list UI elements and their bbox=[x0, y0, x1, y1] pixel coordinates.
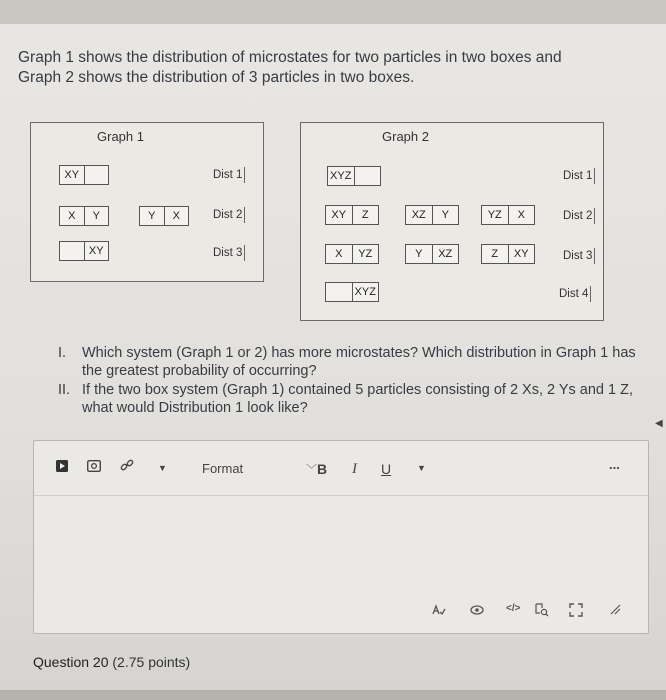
g1-d1-box bbox=[59, 165, 109, 185]
underline-button[interactable]: U bbox=[381, 461, 392, 477]
question-points: (2.75 points) bbox=[112, 654, 191, 670]
graph-2-title: Graph 2 bbox=[382, 129, 429, 144]
question-number: I. bbox=[58, 345, 67, 361]
g2-d2-b-right: Y bbox=[441, 209, 449, 221]
g2-d3-c-left: Z bbox=[482, 245, 509, 263]
italic-button[interactable]: I bbox=[352, 461, 357, 477]
resize-handle-icon[interactable] bbox=[609, 603, 621, 618]
g1-d2-box-b bbox=[139, 206, 189, 226]
g2-d3-box-c bbox=[481, 244, 535, 264]
question-item bbox=[58, 344, 648, 380]
g2-d4-box bbox=[325, 282, 379, 302]
insert-media-icon[interactable] bbox=[56, 460, 68, 475]
g2-d2-c-right: X bbox=[517, 209, 525, 221]
g1-d3-box-right: XY bbox=[88, 245, 104, 257]
intro-text bbox=[18, 48, 648, 88]
g1-dist-3: Dist 3 bbox=[213, 245, 245, 261]
g2-d2-b-left: XZ bbox=[406, 206, 433, 224]
g2-d4-box-left bbox=[326, 283, 353, 301]
find-replace-icon[interactable] bbox=[535, 603, 549, 620]
question-footer bbox=[33, 654, 190, 670]
more-options-icon[interactable]: ... bbox=[609, 457, 620, 472]
question-list bbox=[58, 344, 648, 418]
g1-d2-b-right: X bbox=[172, 210, 180, 222]
format-dropdown[interactable]: Format bbox=[202, 461, 244, 476]
g2-d2-box-c bbox=[481, 205, 535, 225]
g2-d2-box-b bbox=[405, 205, 459, 225]
g1-d2-a-left: X bbox=[60, 207, 85, 225]
g2-dist-4: Dist 4 bbox=[559, 286, 591, 302]
question-text: If the two box system (Graph 1) contained 5 particles consisting of 2 Xs, 2 Ys and 1 Z, what would Distribution 1 look like? bbox=[82, 382, 634, 416]
g1-d2-b-left: Y bbox=[140, 207, 165, 225]
intro-line-1: Graph 1 shows the distribution of microstates for two particles in two boxes and bbox=[18, 49, 562, 66]
insert-image-icon[interactable] bbox=[87, 460, 101, 475]
answer-editor[interactable] bbox=[33, 440, 649, 634]
style-dropdown-chevron-icon[interactable]: ▼ bbox=[417, 463, 426, 473]
bold-button[interactable]: B bbox=[317, 461, 328, 477]
g2-d3-c-right: XY bbox=[513, 248, 529, 260]
g1-d3-box bbox=[59, 241, 109, 261]
g2-d3-a-left: X bbox=[326, 245, 353, 263]
fullscreen-icon[interactable] bbox=[569, 603, 583, 620]
g2-d3-b-right: XZ bbox=[438, 248, 453, 260]
g2-d1-box-right bbox=[355, 167, 381, 185]
g2-d3-b-left: Y bbox=[406, 245, 433, 263]
g2-d4-box-right: XYZ bbox=[354, 286, 376, 298]
g2-d2-c-left: YZ bbox=[482, 206, 509, 224]
g2-d2-box-a bbox=[325, 205, 379, 225]
g1-d3-box-left bbox=[60, 242, 85, 260]
html-source-icon[interactable]: </> bbox=[506, 603, 521, 614]
g2-d3-a-right: YZ bbox=[358, 248, 373, 260]
g1-dist-2: Dist 2 bbox=[213, 207, 245, 223]
g2-d2-a-right: Z bbox=[361, 209, 369, 221]
g2-d3-box-a bbox=[325, 244, 379, 264]
format-chevron-icon[interactable]: ﹀ bbox=[306, 464, 317, 476]
mouse-cursor-icon: ◀ bbox=[655, 418, 663, 429]
g1-d2-a-right: Y bbox=[92, 210, 100, 222]
graph-1-title: Graph 1 bbox=[97, 129, 144, 144]
g2-d1-box bbox=[327, 166, 381, 186]
spellcheck-icon[interactable] bbox=[432, 603, 446, 620]
intro-line-2: Graph 2 shows the distribution of 3 particles in two boxes. bbox=[18, 69, 415, 86]
g2-dist-2: Dist 2 bbox=[563, 208, 595, 224]
g2-d2-a-left: XY bbox=[326, 206, 353, 224]
accessibility-check-icon[interactable] bbox=[470, 603, 484, 620]
question-number: II. bbox=[58, 382, 71, 398]
question-text: Which system (Graph 1 or 2) has more microstates? Which distribution in Graph 1 has the greatest probability of occurring? bbox=[82, 345, 636, 379]
top-strip bbox=[0, 0, 666, 24]
g2-dist-1: Dist 1 bbox=[563, 168, 595, 184]
g1-d1-box-left: XY bbox=[60, 166, 85, 184]
insert-link-icon[interactable] bbox=[120, 458, 134, 475]
graph-2 bbox=[300, 122, 604, 321]
g1-dist-1: Dist 1 bbox=[213, 167, 245, 183]
question-label: Question 20 bbox=[33, 654, 109, 670]
question-item bbox=[58, 381, 648, 417]
g2-d3-box-b bbox=[405, 244, 459, 264]
graph-1 bbox=[30, 122, 264, 282]
g1-d2-box-a bbox=[59, 206, 109, 226]
g1-d1-box-right bbox=[85, 166, 109, 184]
g2-dist-3: Dist 3 bbox=[563, 248, 595, 264]
g2-d1-box-left: XYZ bbox=[328, 167, 355, 185]
editor-toolbar bbox=[34, 441, 648, 496]
bottom-bar bbox=[0, 690, 666, 700]
link-dropdown-chevron-icon[interactable]: ▼ bbox=[158, 463, 167, 473]
